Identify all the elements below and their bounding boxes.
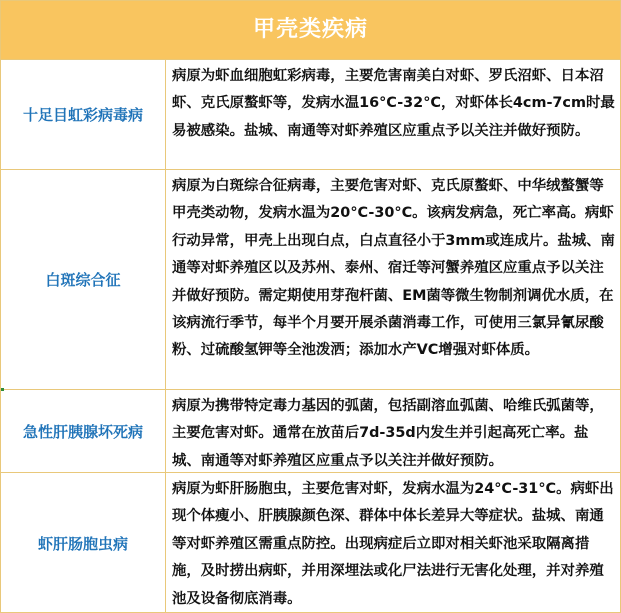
disease-name: 白斑综合征 [1,170,166,389]
disease-name: 急性肝胰腺坏死病 [1,390,166,472]
disease-name: 十足目虹彩病毒病 [1,60,166,169]
cell-corner-marker [1,388,4,391]
table-title: 甲壳类疾病 [1,1,620,59]
table-row [1,59,620,169]
table-row [1,472,620,613]
disease-description: 病原为虾肝肠胞虫，主要危害对虾，发病水温为24°C-31°C。病虾出现个体瘦小、肝胰腺颜色深、群体中体长差异大等症状。盐城、南通等对虾养殖区需重点防控。出现病症后立即对相关虾池采取隔离措施，及时捞出病虾，并用深埋法或化尸法进行无害化处理，并对养殖池及设备彻底消毒。 [172,481,614,607]
disease-description: 病原为白斑综合征病毒，主要危害对虾、克氏原螯虾、中华绒螯蟹等甲壳类动物，发病水温为20°C-30°C。该病发病急，死亡率高。病虾行动异常，甲壳上出现白点，白点直径小于3mm或连成片。盐城、南通等对虾养殖区以及苏州、泰州、宿迁等河蟹养殖区应重点予以关注并做好预防。需定期使用芽孢杆菌、EM菌等微生物制剂调优水质，在该病流行季节，每半个月要开展杀菌消毒工作，可使用三氯异氰尿酸粉、过硫酸氢钾等全池泼洒；添加水产VC增强对虾体质。 [172,178,615,359]
disease-name: 虾肝肠胞虫病 [1,473,166,613]
disease-description: 病原为携带特定毒力基因的弧菌，包括副溶血弧菌、哈维氏弧菌等，主要危害对虾。通常在放苗后7d-35d内发生并引起高死亡率。盐城、南通等对虾养殖区应重点予以关注并做好预防。 [172,398,604,469]
table-row [1,169,620,389]
table-row [1,389,620,472]
disease-description: 病原为虾血细胞虹彩病毒，主要危害南美白对虾、罗氏沼虾、日本沼虾、克氏原螯虾等，发病水温16°C-32°C，对虾体长4cm-7cm时最易被感染。盐城、南通等对虾养殖区应重点予以关注并做好预防。 [172,68,615,139]
